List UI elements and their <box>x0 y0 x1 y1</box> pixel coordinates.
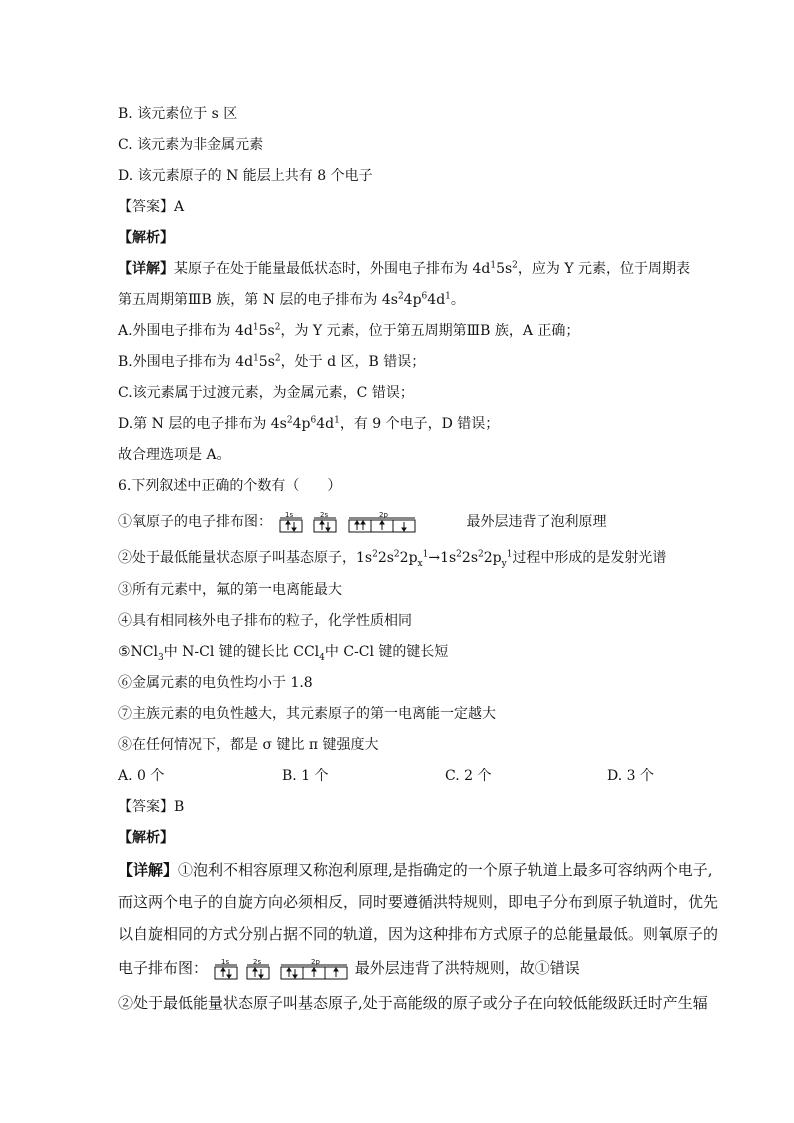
option-d: D. 该元素原子的 N 能层上共有 8 个电子 <box>118 168 373 184</box>
analysis-label-1: 【解析】 <box>118 230 174 246</box>
superscript: 2 <box>274 353 281 364</box>
text-seg: 4p <box>292 416 311 432</box>
orbital-label-2p: 2p <box>310 958 320 966</box>
statement-2 <box>118 548 666 568</box>
superscript: 2 <box>478 549 484 560</box>
explain-b <box>118 352 425 372</box>
text-seg: ，应为 Y 元素，位于周期表 <box>517 261 691 277</box>
text-seg: ，为 Y 元素，位于第五周期第ⅢB 族，A 正确； <box>280 323 580 339</box>
orbital-label-2s: 2s <box>320 511 329 519</box>
statement-3: ③所有元素中，氟的第一电离能最大 <box>118 582 342 598</box>
detail-heading: 【详解】 <box>118 861 179 879</box>
superscript: 2 <box>512 260 518 271</box>
statement-5 <box>118 642 448 662</box>
superscript: 1 <box>445 291 451 302</box>
superscript: 1 <box>506 549 513 560</box>
text-seg: 4d <box>316 416 335 432</box>
explanation-line-3: 以自旋相同的方式分别占据不同的轨道，因为这种排布方式原子的总能量最低。则氧原子的 <box>118 925 719 943</box>
text-seg: 中 N-Cl 键的键长比 CCl <box>163 644 320 660</box>
conclusion: 故合理选项是 A。 <box>118 447 231 463</box>
subscript: x <box>417 558 423 569</box>
superscript: 2 <box>274 322 281 333</box>
option-c: C. 该元素为非金属元素 <box>118 137 264 153</box>
answer-label-1: 【答案】A <box>118 199 185 215</box>
detail-heading: 【详解】 <box>118 261 174 277</box>
orbital-diagram-pauli <box>276 510 462 534</box>
detail-line-2 <box>118 290 465 310</box>
text-seg: 电子排布图： <box>118 959 209 977</box>
orbital-label-2p: 2p <box>379 511 389 519</box>
text-seg: D.第 N 层的电子排布为 4s <box>118 416 287 432</box>
choice-b: B. 1 个 <box>282 768 329 784</box>
text-seg: B.外围电子排布为 4d <box>118 354 254 370</box>
text-seg: 4d <box>427 292 446 308</box>
statement-4: ④具有相同核外电子排布的粒子，化学性质相同 <box>118 613 412 629</box>
superscript: 2 <box>393 549 400 560</box>
text-seg: ②处于最低能量状态原子叫基态原子，1s <box>118 550 373 566</box>
orbital-label-1s: 1s <box>220 958 229 966</box>
explanation-line-4 <box>118 957 580 981</box>
text-seg: 5s <box>258 323 275 339</box>
orbital-label-1s: 1s <box>285 511 294 519</box>
text-seg: ①氧原子的电子排布图： <box>118 514 272 530</box>
explanation-line-5: ②处于最低能量状态原子叫基态原子,处于高能级的原子或分子在向较低能级跃迁时产生辐 <box>118 994 708 1012</box>
text-seg: ⑤NCl <box>118 644 158 660</box>
option-b: B. 该元素位于 s 区 <box>118 106 238 122</box>
text-seg: 中 C-Cl 键的键长短 <box>324 644 449 660</box>
text-seg: ，处于 d 区，B 错误； <box>280 354 426 370</box>
subscript: y <box>501 558 507 569</box>
text-seg: 5s <box>496 261 513 277</box>
orbital-label-2s: 2s <box>252 958 261 966</box>
text-seg: 最外层违背了洪特规则，故①错误 <box>354 959 580 977</box>
text-seg: 2p <box>399 550 418 566</box>
explain-a <box>118 321 579 341</box>
explanation-line-2: 而这两个电子的自旋方向必须相反，同时要遵循洪特规则，即电子分布到原子轨道时，优先 <box>118 893 719 911</box>
detail-line-1 <box>118 259 690 279</box>
statement-6: ⑥金属元素的电负性均小于 1.8 <box>118 675 313 691</box>
choice-c: C. 2 个 <box>445 768 492 784</box>
superscript: 2 <box>372 549 378 560</box>
text-seg: 。 <box>450 292 465 308</box>
subscript: 3 <box>158 652 164 663</box>
superscript: 1 <box>252 322 259 333</box>
text-seg: 2p <box>483 550 502 566</box>
choice-a: A. 0 个 <box>118 768 165 784</box>
question-6: 6.下列叙述中正确的个数有（ ） <box>118 478 342 494</box>
choice-d: D. 3 个 <box>607 768 654 784</box>
text-seg: 某原子在处于能量最低状态时，外围电子排布为 4d <box>174 261 491 277</box>
superscript: 2 <box>397 291 404 302</box>
superscript: 6 <box>310 415 317 426</box>
superscript: 2 <box>456 549 462 560</box>
text-seg: →1s <box>428 550 457 566</box>
text-seg: ，有 9 个电子，D 错误； <box>339 416 500 432</box>
answer-label-2: 【答案】B <box>118 799 185 815</box>
statement-7: ⑦主族元素的电负性越大，其元素原子的第一电离能一定越大 <box>118 706 496 722</box>
text-seg: 过程中形成的是发射光谱 <box>512 550 667 566</box>
superscript: 6 <box>421 291 428 302</box>
superscript: 1 <box>422 549 429 560</box>
text-seg: 5s <box>258 354 275 370</box>
superscript: 2 <box>286 415 293 426</box>
text-seg: ①泡利不相容原理又称泡利原理,是指确定的一个原子轨道上最多可容纳两个电子, <box>178 861 713 879</box>
text-seg: 最外层违背了泡利原理 <box>466 514 607 530</box>
statement-1 <box>118 510 606 534</box>
text-seg: 2s <box>377 550 394 566</box>
orbital-diagram-hund <box>213 957 351 981</box>
explain-c: C.该元素属于过渡元素，为金属元素，C 错误； <box>118 385 414 401</box>
text-seg: A.外围电子排布为 4d <box>118 323 253 339</box>
explain-d <box>118 414 499 434</box>
superscript: 1 <box>253 353 259 364</box>
subscript: 4 <box>319 652 325 663</box>
text-seg: 2s <box>461 550 478 566</box>
superscript: 1 <box>334 415 340 426</box>
statement-8: ⑧在任何情况下，都是 σ 键比 π 键强度大 <box>118 737 379 753</box>
analysis-label-2: 【解析】 <box>118 830 174 846</box>
text-seg: 第五周期第ⅢB 族，第 N 层的电子排布为 4s <box>118 292 398 308</box>
superscript: 1 <box>490 260 497 271</box>
explanation-line-1 <box>118 860 713 880</box>
text-seg: 4p <box>403 292 422 308</box>
